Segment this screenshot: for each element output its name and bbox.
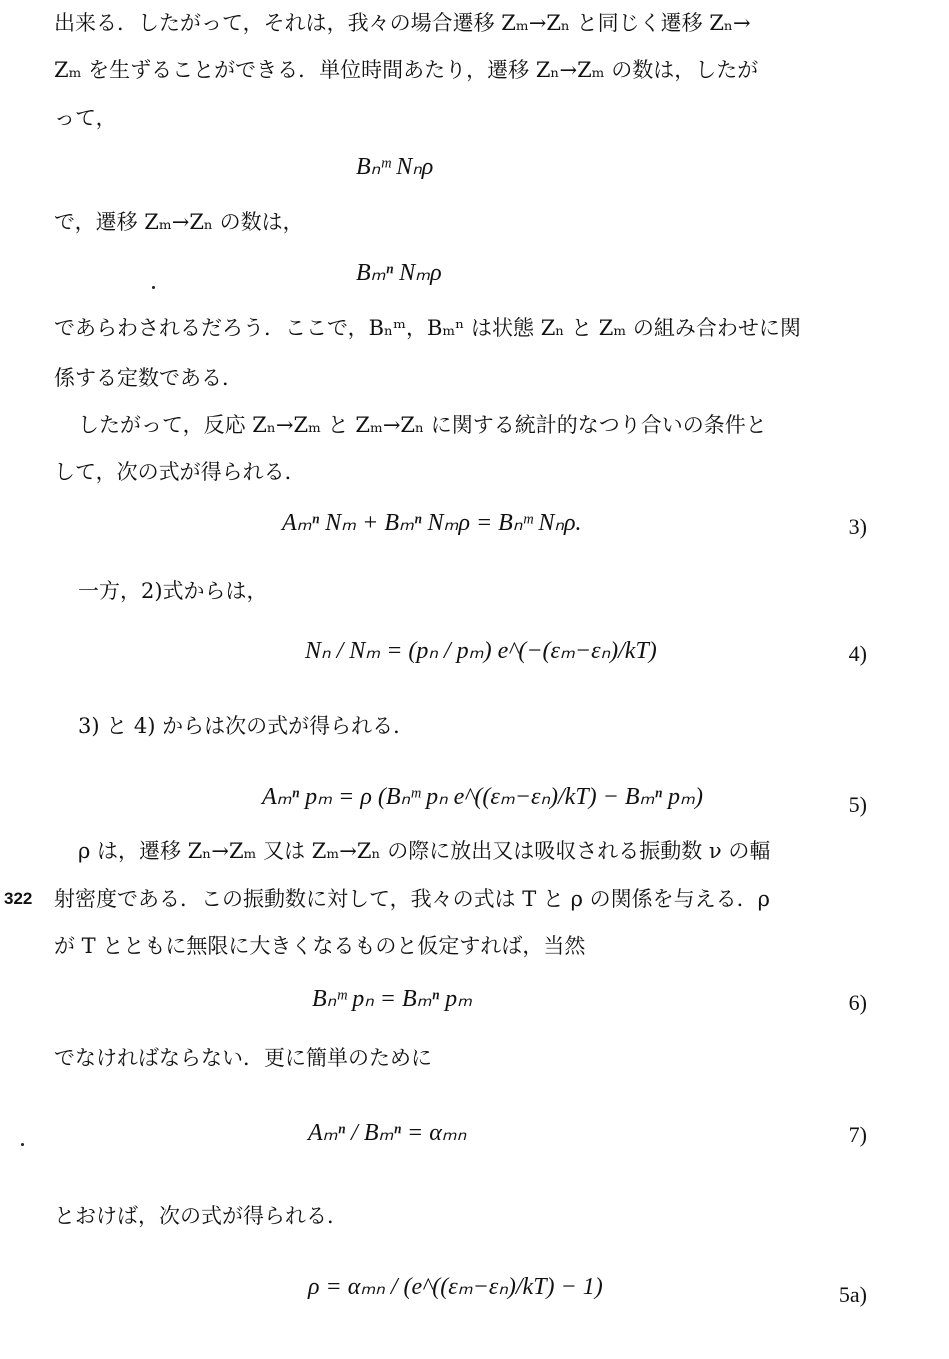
text-line-5: であらわされるだろう．ここで，Bₙᵐ，Bₘⁿ は状態 Zₙ と Zₘ の組み合わせに関 [54,316,801,340]
text-line-11: ρ は，遷移 Zₙ→Zₘ 又は Zₘ→Zₙ の際に放出又は吸収される振動数 ν の輻 [78,839,771,863]
text-line-9: 一方，2)式からは， [78,579,268,603]
text-line-15: とおけば，次の式が得られる． [54,1204,348,1228]
text-line-8: して，次の式が得られる． [54,460,306,484]
equation-2: Bₘⁿ Nₘρ [356,260,442,286]
text-line-3: って， [54,106,117,130]
equation-number-7: 7) [848,1122,867,1147]
text-line-10: 3) と 4) からは次の式が得られる． [78,714,415,738]
equation-number-5a: 5a) [838,1282,867,1307]
equation-1: Bₙᵐ Nₙρ [356,154,434,180]
equation-5: Aₘⁿ pₘ = ρ (Bₙᵐ pₙ e^((εₘ−εₙ)/kT) − Bₘⁿ pₘ) [262,784,703,810]
text-line-1: 出来る．したがって，それは，我々の場合遷移 Zₘ→Zₙ と同じく遷移 Zₙ→ [54,11,751,35]
text-line-4: で，遷移 Zₘ→Zₙ の数は， [54,210,304,234]
text-line-2: Zₘ を生ずることができる．単位時間あたり，遷移 Zₙ→Zₘ の数は，したが [54,58,759,82]
equation-number-4: 4) [848,641,867,666]
text-line-6: 係する定数である． [54,366,243,390]
equation-number-5: 5) [848,792,867,817]
equation-8: ρ = αₘₙ / (e^((εₘ−εₙ)/kT) − 1) [308,1274,603,1300]
text-line-13: が T とともに無限に大きくなるものと仮定すれば，当然 [54,934,586,958]
equation-4: Nₙ / Nₘ = (pₙ / pₘ) e^(−(εₘ−εₙ)/kT) [305,638,657,664]
scan-speck [152,286,155,289]
scan-speck [21,1143,24,1146]
text-line-7: したがって，反応 Zₙ→Zₘ と Zₘ→Zₙ に関する統計的なつり合いの条件と [78,413,767,437]
equation-6: Bₙᵐ pₙ = Bₘⁿ pₘ [312,986,473,1012]
equation-3: Aₘⁿ Nₘ + Bₘⁿ Nₘρ = Bₙᵐ Nₙρ. [282,510,582,536]
text-line-14: でなければならない．更に簡単のために [54,1046,432,1070]
page-number: 322 [4,889,33,908]
text-line-12: 射密度である．この振動数に対して，我々の式は T と ρ の関係を与える．ρ [54,887,770,911]
equation-7: Aₘⁿ / Bₘⁿ = αₘₙ [308,1120,467,1146]
equation-number-3: 3) [848,514,867,539]
equation-number-6: 6) [848,990,867,1015]
